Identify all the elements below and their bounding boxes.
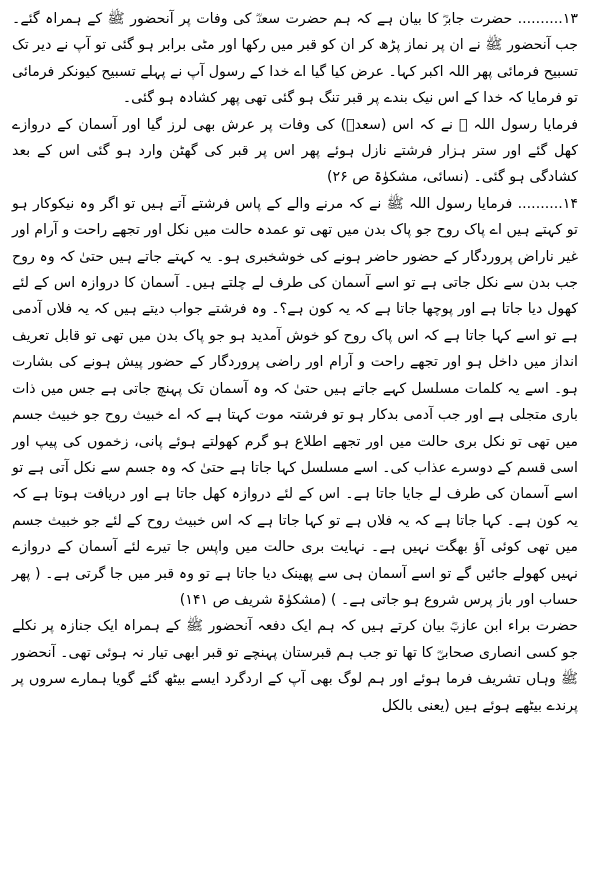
- paragraph-hazrat-jabir: ۱۳.......... حضرت جابرؓ کا بیان ہے کہ ہم حضرت سعدؓ کی وفات پر آنحضور ﷺ کے ہمراہ گئے۔ جب آنحضور ﷺ نے ان پر نماز پڑھ کر ان کو قبر میں رکھا اور مٹی برابر ہو گئی تو آپ نے دیر تک تسبیح فرمائی پھر اللہ اکبر کہا۔ عرض کیا گیا اے خدا کے رسول آپ نے پہلے تسبیح کیونکر فرمائی تو فرمایا کہ خدا کے اس نیک بندے پر قبر تنگ ہو گئی تھی پھر کشادہ ہو گئی۔: [12, 11, 578, 107]
- paragraph-arsh-larz: فرمایا رسول اللہ ﷺ نے کہ اس (سعدؓ) کی وفات پر عرش بھی لرز گیا اور آسمان کے دروازے کھل گئے اور ستر ہزار فرشتے نازل ہوئے پھر اس پر قبر کی گھٹن وارد ہو گئی اس کے بعد کشادگی ہو گئی۔ (نسائی، مشکوٰۃ ص ۲۶): [12, 116, 578, 186]
- paragraph-farishte-rooh: ۱۴.......... فرمایا رسول اللہ ﷺ نے کہ مرنے والے کے پاس فرشتے آتے ہیں تو اگر وہ نیکوکار ہو تو کہتے ہیں اے پاک روح جو پاک بدن میں تھی تو عمدہ حالت میں نکل اور تجھے راحت و آرام اور غیر ناراض پروردگار کے حضور حاضر ہونے کی خوشخبری ہو۔ یہ کہتے جاتے ہیں حتیٰ کہ وہ روح جب بدن سے نکل جاتی ہے تو اسے آسمان کی طرف لے چلتے ہیں۔ آسمان کا دروازہ اس کے لئے کھول دیا جاتا ہے اور پوچھا جاتا ہے کہ یہ کون ہے؟۔ وہ فرشتے جواب دیتے ہیں کہ یہ فلاں آدمی ہے تو اسے کہا جاتا ہے کہ اس پاک روح کو خوش آمدید ہو جو پاک بدن میں تھی تو قابل تعریف انداز میں داخل ہو اور تجھے راحت و آرام اور راضی پروردگار کے حضور پیش ہونے کی بشارت ہو۔ اسے یہ کلمات مسلسل کہے جاتے ہیں حتیٰ کہ وہ آسمان تک پہنچ جاتی ہے جس میں ذات باری متجلی ہے اور جب آدمی بدکار ہو تو فرشتہ موت کہتا ہے کہ اے خبیث روح جو خبیث جسم میں تھی تو نکل بری حالت میں اور تجھے اطلاع ہو گرم کھولتے ہوئے پانی، زخموں کی پیپ اور اسی قسم کے دوسرے عذاب کی۔ اسے مسلسل کہا جاتا ہے حتیٰ کہ وہ جسم سے نکل آتی ہے تو اسے آسمان کی طرف لے جایا جاتا ہے۔ اس کے لئے دروازہ کھل جاتا ہے اور دریافت ہوتا ہے کہ یہ کون ہے۔ کہا جاتا ہے کہ یہ فلاں ہے تو کہا جاتا ہے کہ اس خبیث روح کے لئے جو خبیث جسم میں تھی کوئی آؤ بھگت نہیں ہے۔ نہایت بری حالت میں واپس جا تیرے لئے آسمان کے دروازے نہیں کھولے جائیں گے تو اسے آسمان ہی سے پھینک دیا جاتا ہے تو وہ قبر میں جا گرتی ہے۔ ( پھر حساب اور باز پرس شروع ہو جاتی ہے۔ ) (مشکوٰۃ شریف ص ۱۴۱): [12, 195, 578, 608]
- paragraph-bara-ibn-azib: حضرت براء ابن عازبؓ بیان کرتے ہیں کہ ہم ایک دفعہ آنحضور ﷺ کے ہمراہ ایک جنازہ پر نکلے جو کسی انصاری صحابیؓ کا تھا تو جب ہم قبرستان پہنچے تو قبر ابھی تیار نہ ہوئی تھی۔ آنحضور ﷺ وہاں تشریف فرما ہوئے اور ہم لوگ بھی آپ کے اردگرد ایسے بیٹھ گئے گویا ہمارے سروں پر پرندے بیٹھے ہوئے ہیں (یعنی بالکل: [12, 618, 578, 714]
